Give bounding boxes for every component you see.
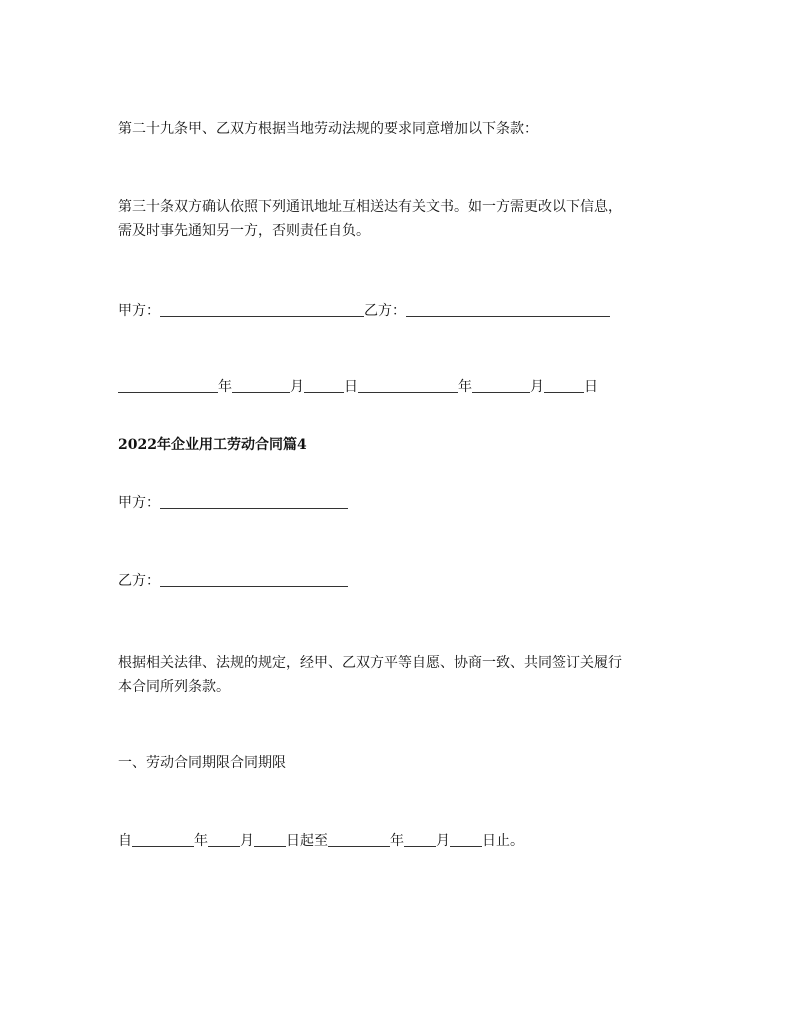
year-blank[interactable]	[118, 378, 218, 393]
party-b-row	[118, 568, 348, 594]
party-a-blank[interactable]	[160, 302, 364, 317]
article-30-line-1: 第三十条双方确认依照下列通讯地址互相送达有关文书。如一方需更改以下信息，	[118, 199, 622, 215]
start-day-blank[interactable]	[254, 832, 286, 847]
year-label: 年	[218, 379, 232, 395]
day-label: 日	[344, 379, 358, 395]
signature-date-row	[118, 374, 598, 400]
end-month-label: 月	[436, 833, 450, 849]
party-b-blank[interactable]	[406, 302, 610, 317]
signature-row	[118, 298, 610, 324]
start-month-blank[interactable]	[208, 832, 240, 847]
article-30-line-2: 需及时事先通知另一方，否则责任自负。	[118, 223, 370, 239]
intro-line-2: 本合同所列条款。	[118, 679, 230, 695]
month-label-2: 月	[530, 379, 544, 395]
year-label-2: 年	[458, 379, 472, 395]
start-day-label: 日起至	[286, 833, 328, 849]
start-month-label: 月	[240, 833, 254, 849]
end-day-blank[interactable]	[450, 832, 482, 847]
end-year-blank[interactable]	[328, 832, 390, 847]
end-year-label: 年	[390, 833, 404, 849]
article-29: 第二十九条甲、乙双方根据当地劳动法规的要求同意增加以下条款：	[118, 121, 538, 137]
party-a-blank[interactable]	[160, 494, 348, 509]
start-year-blank[interactable]	[132, 832, 194, 847]
end-day-label: 日止。	[482, 833, 524, 849]
party-b-blank[interactable]	[160, 572, 348, 587]
start-year-label: 年	[194, 833, 208, 849]
month-blank-2[interactable]	[472, 378, 530, 393]
party-a-row	[118, 490, 348, 516]
intro-line-1: 根据相关法律、法规的规定，经甲、乙双方平等自愿、协商一致、共同签订关履行	[118, 655, 622, 671]
day-blank[interactable]	[304, 378, 344, 393]
contract-term-row	[118, 828, 524, 854]
month-label: 月	[290, 379, 304, 395]
section-title: 2022年企业用工劳动合同篇4	[118, 437, 307, 453]
from-label: 自	[118, 833, 132, 849]
party-a-label: 甲方：	[118, 303, 160, 319]
day-blank-2[interactable]	[544, 378, 584, 393]
party-a-label: 甲方：	[118, 495, 160, 511]
party-b-label: 乙方：	[118, 573, 160, 589]
end-month-blank[interactable]	[404, 832, 436, 847]
clause-1-title: 一、劳动合同期限合同期限	[118, 755, 286, 771]
day-label-2: 日	[584, 379, 598, 395]
month-blank[interactable]	[232, 378, 290, 393]
party-b-label: 乙方：	[364, 303, 406, 319]
year-blank-2[interactable]	[358, 378, 458, 393]
